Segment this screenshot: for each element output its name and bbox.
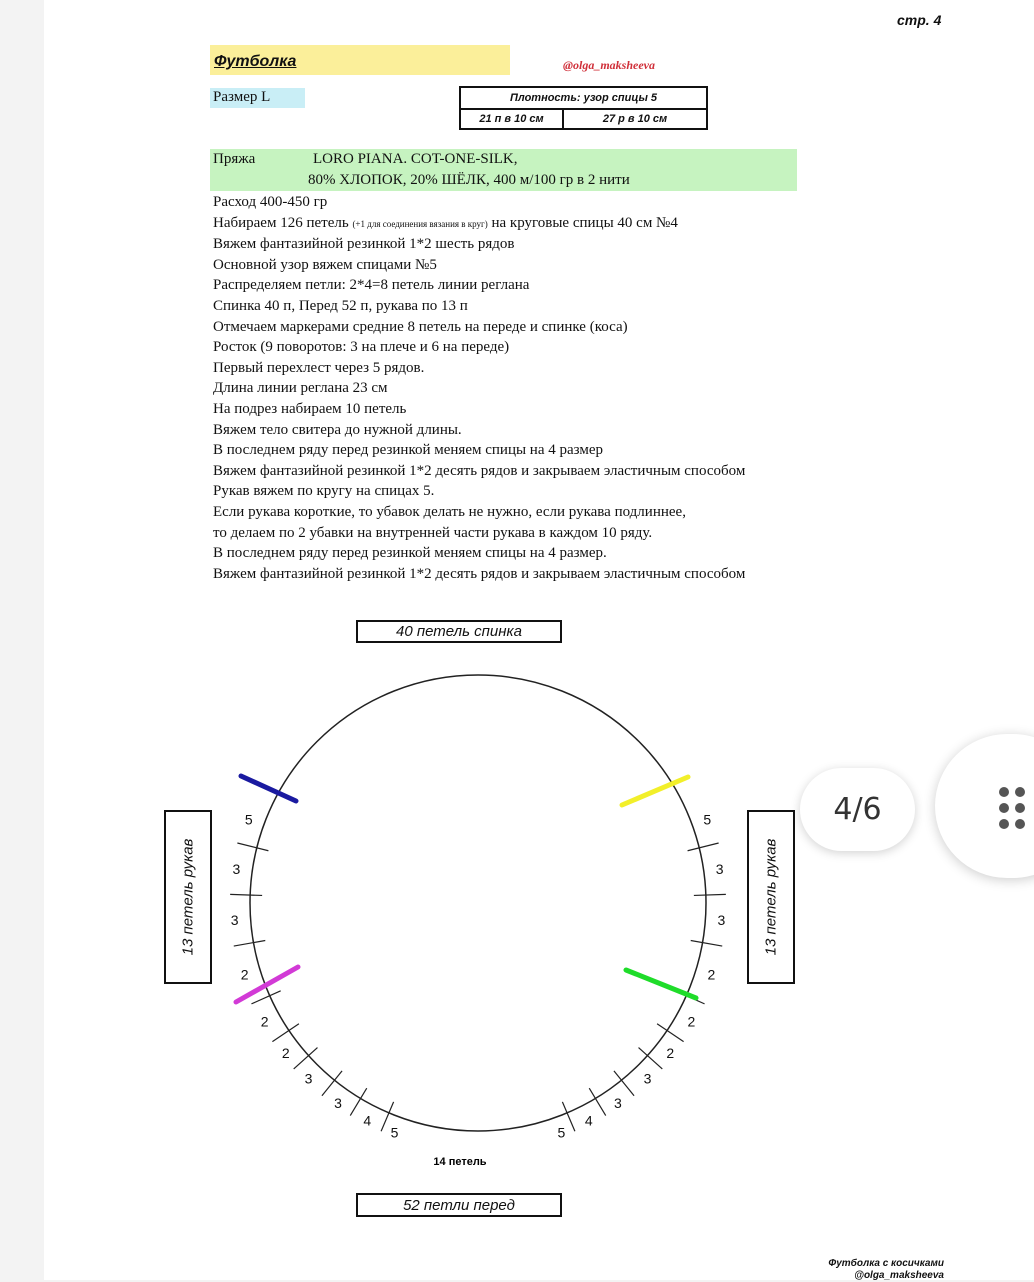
segment-number: 2 — [687, 1013, 696, 1030]
instruction-line: то делаем по 2 убавки на внутренней части рукава в каждом 10 ряду. — [213, 524, 653, 541]
segment-number: 4 — [363, 1112, 372, 1129]
size-label: Размер L — [213, 89, 271, 105]
footer — [770, 1258, 944, 1282]
instruction-line: Рукав вяжем по кругу на спицах 5. — [213, 483, 435, 500]
page-number: стр. 4 — [897, 12, 942, 28]
segment-tick — [688, 843, 719, 851]
segment-number: 2 — [666, 1045, 675, 1062]
segment-number: 5 — [703, 811, 712, 828]
segment-tick — [234, 941, 266, 947]
segment-number: 5 — [244, 811, 253, 828]
back-label-box: 40 петель спинка — [356, 620, 562, 643]
instruction-line: Вяжем тело свитера до нужной длины. — [213, 421, 462, 438]
segment-tick — [230, 894, 262, 895]
segment-tick — [639, 1048, 663, 1069]
yarn-composition: 80% ХЛОПОК, 20% ШЁЛК, 400 м/100 гр в 2 нити — [308, 172, 630, 188]
instruction-line: Набираем 126 петель (+1 для соединения вязания в круг) на круговые спицы 40 см №4 — [213, 214, 678, 231]
instruction-line: Спинка 40 п, Перед 52 п, рукава по 13 п — [213, 297, 468, 314]
segment-number: 2 — [281, 1045, 290, 1062]
segment-numbers — [231, 812, 726, 1141]
doc-title: Футболка — [214, 53, 297, 70]
instruction-line: Вяжем фантазийной резинкой 1*2 шесть рядов — [213, 236, 515, 253]
marker-bottom-right — [626, 970, 696, 998]
segment-number: 5 — [390, 1124, 399, 1141]
segment-tick — [237, 843, 268, 851]
instruction-line: Длина линии реглана 23 см — [213, 380, 388, 397]
segment-number: 3 — [715, 861, 724, 878]
segment-tick — [691, 941, 723, 947]
instruction-line: В последнем ряду перед резинкой меняем спицы на 4 размер. — [213, 545, 607, 562]
instruction-line: Первый перехлест через 5 рядов. — [213, 359, 425, 376]
instruction-line: Отмечаем маркерами средние 8 петель на переде и спинке (коса) — [213, 318, 628, 335]
neckline-circle — [250, 675, 706, 1131]
page-indicator[interactable]: 4/6 — [800, 768, 915, 851]
front-label-box: 52 петли перед — [356, 1193, 562, 1217]
segment-number: 3 — [334, 1094, 342, 1111]
segment-tick — [294, 1048, 318, 1069]
segment-number: 3 — [614, 1094, 622, 1111]
segment-number: 2 — [707, 966, 716, 983]
bottom-center-label: 14 петель — [433, 1156, 487, 1168]
density-stitches: 21 п в 10 см — [459, 108, 564, 130]
instruction-line: Вяжем фантазийной резинкой 1*2 десять рядов и закрываем эластичным способом — [213, 462, 746, 479]
instruction-line: В последнем ряду перед резинкой меняем спицы на 4 размер — [213, 442, 603, 459]
segment-number: 3 — [304, 1070, 313, 1087]
instruction-line: Распределяем петли: 2*4=8 петель линии реглана — [213, 277, 530, 294]
marker-top-left — [241, 776, 296, 801]
segment-number: 3 — [643, 1070, 652, 1087]
yarn-name: LORO PIANA. COT-ONE-SILK, — [313, 151, 518, 167]
footer-title: Футболка с косичками — [828, 1258, 944, 1269]
footer-author: @olga_maksheeva — [854, 1270, 944, 1281]
left-sleeve-label: 13 петель рукав — [179, 838, 197, 956]
instruction-line: Если рукава короткие, то убавок делать не нужно, если рукава подлиннее, — [213, 503, 686, 520]
segment-number: 3 — [232, 861, 241, 878]
author-handle: @olga_maksheeva — [563, 58, 655, 72]
instruction-line: На подрез набираем 10 петель — [213, 400, 407, 417]
segment-tick — [694, 894, 726, 895]
segment-number: 2 — [260, 1013, 269, 1030]
instruction-line: Вяжем фантазийной резинкой 1*2 десять рядов и закрываем эластичным способом — [213, 565, 746, 582]
segment-ticks — [230, 843, 726, 1131]
instruction-line: Расход 400-450 гр — [213, 194, 328, 210]
segment-number: 3 — [230, 912, 239, 929]
instruction-line: Основной узор вяжем спицами №5 — [213, 256, 437, 273]
segment-number: 5 — [557, 1124, 566, 1141]
instruction-line: Росток (9 поворотов: 3 на плече и 6 на переде) — [213, 339, 510, 356]
density-rows: 27 р в 10 см — [562, 108, 708, 130]
segment-number: 3 — [717, 912, 726, 929]
density-header: Плотность: узор спицы 5 — [459, 86, 708, 110]
yarn-label: Пряжа — [213, 151, 256, 167]
segment-number: 4 — [584, 1112, 593, 1129]
right-sleeve-label: 13 петель рукав — [762, 838, 780, 956]
segment-number: 2 — [240, 966, 249, 983]
marker-top-right — [622, 777, 688, 805]
